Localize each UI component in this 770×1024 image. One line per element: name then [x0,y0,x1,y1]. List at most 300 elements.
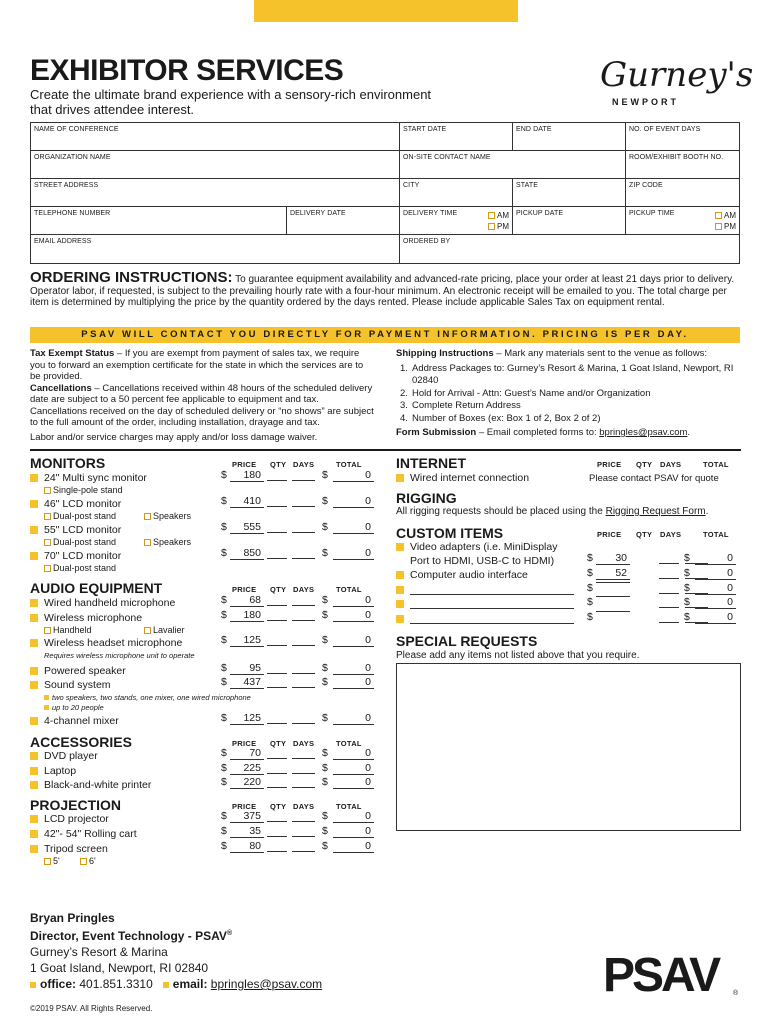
list-item: 4. Number of Boxes (ex: Box 1 of 2, Box 2 of 2) [400,412,601,424]
special-requests-box[interactable] [396,663,741,831]
item-name: Wired handheld microphone [44,597,176,609]
column-header-qty: QTY [636,530,653,539]
custom-title: CUSTOM ITEMS [396,525,504,541]
currency-sign: $ [221,676,227,688]
checkbox[interactable] [144,513,151,520]
list-item [396,472,529,484]
column-header-qty: QTY [270,585,287,594]
list-item [30,828,137,840]
qty-input[interactable] [267,758,287,759]
currency-sign: $ [684,567,690,579]
column-header-days: DAYS [660,530,682,539]
qty-input[interactable] [267,506,287,507]
bullet-icon [30,667,38,675]
list-item: 3. Complete Return Address [400,400,521,411]
currency-sign: $ [587,582,593,594]
option-checkbox-row[interactable] [44,511,116,521]
currency-sign: $ [587,552,593,564]
item-name: Wireless microphone [44,612,143,624]
section-divider [30,449,741,451]
bullet-icon [30,681,38,689]
qty-input[interactable] [267,558,287,559]
list-item [30,524,121,536]
qty-input[interactable] [659,578,679,579]
organization-name-field[interactable]: ORGANIZATION NAME [31,151,400,178]
column-header-total: TOTAL [336,739,362,748]
qty-input[interactable] [267,773,287,774]
price-value: 437 [230,676,264,689]
currency-sign: $ [221,634,227,646]
total-value: 0 [695,596,736,609]
days-input[interactable] [292,773,315,774]
list-item [30,765,76,777]
rigging-end: . [705,506,709,517]
currency-sign: $ [587,567,593,579]
total-value: 0 [333,495,374,508]
qty-input[interactable] [267,687,287,688]
bullet-icon [30,781,38,789]
currency-sign: $ [221,609,227,621]
currency-sign: $ [322,776,328,788]
price-value: 35 [230,825,264,838]
bullet-icon [396,586,404,594]
option-label: Dual-post stand [53,563,117,573]
currency-sign: $ [221,495,227,507]
contact-role: Director, Event Technology - PSAV [30,929,227,943]
option-label: Speakers [153,537,192,547]
order-form-grid [30,122,740,264]
currency-sign: $ [221,810,227,822]
checkbox[interactable] [44,513,51,520]
price-value: 555 [230,521,264,534]
checkbox[interactable] [144,539,151,546]
column-header-total: TOTAL [703,530,729,539]
currency-sign: $ [322,634,328,646]
column-header-total: TOTAL [336,802,362,811]
currency-sign: $ [322,469,328,481]
bullet-icon [44,695,49,700]
bullet-icon [44,705,49,710]
bullet-icon [30,767,38,775]
column-header-days: DAYS [293,739,315,748]
telephone-field[interactable]: TELEPHONE NUMBER [31,207,287,234]
state-field[interactable]: STATE [513,179,626,206]
days-input[interactable] [292,758,315,759]
option-checkbox-row[interactable] [144,537,191,547]
option-checkbox-row[interactable] [44,563,116,573]
currency-sign: $ [322,547,328,559]
total-value: 0 [695,582,736,595]
item-name: Tripod screen [44,843,108,855]
price-value: 180 [230,609,264,622]
days-input[interactable] [292,723,315,724]
currency-sign: $ [221,840,227,852]
bullet-icon [30,815,38,823]
total-value: 0 [695,552,736,565]
list-item [30,843,108,855]
checkbox[interactable] [44,565,51,572]
checkbox[interactable] [80,858,87,865]
internet-title: INTERNET [396,455,466,471]
option-checkbox-row[interactable] [80,856,96,866]
list-item: 1. Address Packages to: Gurney’s Resort & Marina, 1 Goat Island, Newport, RI 02840 [400,362,734,386]
bullet-icon [396,571,404,579]
total-value: 0 [333,712,374,725]
list-item: 2. Hold for Arrival - Attn: Guest’s Name and/or Organization [400,387,651,399]
shipping-instructions: Shipping Instructions – Mark any materials sent to the venue as follows: 1. Address Packages to: Gurney’s Resort & Marina, 1 Goat Island, Newport, RI 02840 2. Hold for Arrival - Attn: Guest’s Name and/or Organization 3. Complete Return Address 4. Number of Boxes (ex: Box 1 of 2, Box 2 of 2) Form Submission – Email completed forms to: bpringles@psav.com. [396,348,741,440]
currency-sign: $ [322,747,328,759]
list-item [30,498,121,510]
currency-sign: $ [322,676,328,688]
currency-sign: $ [221,521,227,533]
column-header-price: PRICE [232,802,257,811]
note-text: up to 20 people [52,703,104,712]
total-value: 0 [333,810,374,823]
bullet-icon [30,599,38,607]
contact-email-link[interactable]: bpringles@psav.com [210,977,323,991]
total-value: 0 [333,762,374,775]
total-value: 0 [333,662,374,675]
price-value: 125 [230,634,264,647]
item-name: 24" Multi sync monitor [44,472,147,484]
page-subtitle: Create the ultimate brand experience with a sensory-rich environment that drives attendee interest. [30,87,432,117]
option-label: Speakers [153,511,192,521]
rigging-form-link[interactable]: Rigging Request Form [605,506,706,517]
checkbox[interactable] [44,858,51,865]
ordering-heading: ORDERING INSTRUCTIONS: [30,269,233,286]
qty-input[interactable] [659,622,679,623]
column-header-qty: QTY [636,460,653,469]
list-item [30,550,121,562]
currency-sign: $ [322,662,328,674]
price-value: 30 [596,552,630,565]
item-name: LCD projector [44,813,109,825]
bullet-icon [30,752,38,760]
item-name: Powered speaker [44,665,126,677]
currency-sign: $ [221,662,227,674]
column-header-price: PRICE [232,585,257,594]
option-label: Dual-post stand [53,511,117,521]
bullet-icon [30,717,38,725]
option-checkbox-row[interactable] [44,485,123,495]
currency-sign: $ [684,582,690,594]
conference-name-field[interactable]: NAME OF CONFERENCE [31,123,400,150]
column-header-price: PRICE [232,460,257,469]
item-name: 42"- 54" Rolling cart [44,828,137,840]
bullet-icon [396,474,404,482]
projection-title: PROJECTION [30,797,122,813]
shipping-list [400,363,741,426]
column-header-qty: QTY [270,739,287,748]
price-value: 80 [230,840,264,853]
psav-logo-text: PSAV [603,951,719,997]
qty-input[interactable] [267,723,287,724]
qty-input[interactable] [267,532,287,533]
option-checkbox-row[interactable] [144,625,185,635]
bullet-icon [30,526,38,534]
item-name: 55" LCD monitor [44,524,122,536]
currency-sign: $ [684,596,690,608]
custom-item-input[interactable] [410,584,574,595]
days-input[interactable] [292,480,315,481]
list-item [30,813,109,825]
days-input[interactable] [292,673,315,674]
bullet-icon [30,982,36,988]
item-name: Laptop [44,765,77,777]
submission-email-link[interactable]: bpringles@psav.com [599,427,688,438]
ordering-text: To guarantee equipment availability and advanced-rate pricing, place your order at least 21 days prior to delivery. Operator labor, if requested, is subject to the prevailing hourly rate with a four-hour minimum. An electronic receipt will be emailed to you. The total charge per item is determined by multiplying the price by the quantity ordered by the days rented. Please include applicable Sales Tax on equipment rental. [30,274,735,308]
page-title: EXHIBITOR SERVICES [30,54,344,87]
list-item [396,569,528,581]
column-header-days: DAYS [293,460,315,469]
psav-logo-graphic [603,951,743,997]
price-value: 70 [230,747,264,760]
column-header-price: PRICE [232,739,257,748]
list-item [30,715,119,727]
pickup-date-field[interactable]: PICKUP DATE [513,207,626,234]
qty-input[interactable] [267,821,287,822]
item-note [44,693,251,702]
days-input[interactable] [292,558,315,559]
item-note [44,703,104,712]
currency-sign: $ [221,825,227,837]
price-value: 850 [230,547,264,560]
total-value: 0 [333,547,374,560]
checkbox[interactable] [44,539,51,546]
column-header-qty: QTY [270,460,287,469]
column-header-days: DAYS [293,585,315,594]
option-label: 5' [53,856,60,866]
end-date-field[interactable]: END DATE [513,123,626,150]
note-text: two speakers, two stands, one mixer, one wired microphone [52,693,251,702]
currency-sign: $ [322,594,328,606]
rigging-title: RIGGING [396,490,457,506]
currency-sign: $ [322,521,328,533]
list-item [30,472,147,484]
currency-sign: $ [221,469,227,481]
list-item [396,613,574,624]
total-value: 0 [333,594,374,607]
list-item [396,584,574,595]
bullet-icon [396,600,404,608]
bullet-icon [163,982,169,988]
total-value: 0 [333,825,374,838]
item-name: Sound system [44,679,111,691]
total-value: 0 [333,747,374,760]
column-header-total: TOTAL [703,460,729,469]
option-label: Handheld [53,625,92,635]
price-value: 225 [230,762,264,775]
contact-office: 401.851.3310 [79,977,153,991]
currency-sign: $ [221,712,227,724]
price-value [596,582,630,583]
special-requests-text: Please add any items not listed above that you require. [396,650,640,661]
qty-input[interactable] [267,787,287,788]
item-name: Wired internet connection [410,472,530,484]
start-date-field[interactable]: START DATE [400,123,513,150]
price-value: 95 [230,662,264,675]
qty-input[interactable] [267,605,287,606]
qty-input[interactable] [267,851,287,852]
bullet-icon [30,830,38,838]
days-input[interactable] [292,687,315,688]
audio-title: AUDIO EQUIPMENT [30,580,163,596]
delivery-ampm: AM PM [488,210,509,232]
checkbox[interactable] [44,487,51,494]
option-checkbox-row[interactable] [44,537,116,547]
psav-logo [603,951,743,997]
price-value: 375 [230,810,264,823]
pickup-ampm: AM PM [715,210,736,232]
checkbox[interactable] [44,627,51,634]
currency-sign: $ [684,611,690,623]
tax-cancellation-info: Tax Exempt Status – If you are exempt from payment of sales tax, we require you to forward an exemption certificate for the state in which the services are to be provided. Cancellations – Cancellations received within 48 hours of the scheduled delivery date are subject to a 50 percent fee applicable to equipment and tax. Cancellations received on the day of scheduled delivery or “no shows” are subject to the full amount of the order, including installation, drayage and tax. Labor and/or service charges may apply and/or loss damage waiver. [30,348,374,443]
rigging-intro: All rigging requests should be placed using the [396,506,606,517]
contact-venue: Gurney’s Resort & Marina [30,945,168,959]
days-input[interactable] [292,821,315,822]
column-header-total: TOTAL [336,460,362,469]
bullet-icon [30,845,38,853]
payment-banner: PSAV WILL CONTACT YOU DIRECTLY FOR PAYMENT INFORMATION. PRICING IS PER DAY. [30,327,740,343]
psav-logo-reg: ® [733,990,739,997]
bullet-icon [30,614,38,622]
email-field[interactable]: EMAIL ADDRESS [31,235,400,263]
qty-input[interactable] [267,673,287,674]
currency-sign: $ [587,596,593,608]
days-input[interactable] [292,532,315,533]
total-value: 0 [333,776,374,789]
currency-sign: $ [221,747,227,759]
column-header-qty: QTY [270,802,287,811]
option-checkbox-row[interactable] [144,511,191,521]
price-value: 410 [230,495,264,508]
days-input[interactable] [292,506,315,507]
delivery-am-checkbox[interactable] [488,212,495,219]
option-checkbox-row[interactable] [44,625,92,635]
delivery-date-field[interactable]: DELIVERY DATE [287,207,400,234]
gurneys-logo-sub: NEWPORT [612,97,679,107]
ordering-instructions [30,269,742,309]
total-value: 0 [333,521,374,534]
option-label: Lavalier [153,625,185,635]
event-days-field[interactable]: NO. OF EVENT DAYS [629,126,701,133]
total-value: 0 [695,567,736,580]
pickup-pm-checkbox[interactable] [715,223,722,230]
pickup-am-checkbox[interactable] [715,212,722,219]
checkbox[interactable] [144,627,151,634]
currency-sign: $ [322,825,328,837]
days-input[interactable] [292,836,315,837]
bullet-icon [396,543,404,551]
days-input[interactable] [292,851,315,852]
currency-sign: $ [322,495,328,507]
qty-input[interactable] [267,836,287,837]
currency-sign: $ [322,712,328,724]
option-checkbox-row[interactable] [44,856,60,866]
price-value: 52 [596,567,630,580]
zip-field[interactable]: ZIP CODE [629,182,663,189]
qty-input[interactable] [659,607,679,608]
item-name: Video adapters (i.e. MiniDisplay [410,541,558,553]
item-name: DVD player [44,750,98,762]
bullet-icon [396,615,404,623]
currency-sign: $ [684,552,690,564]
price-value: 68 [230,594,264,607]
days-input[interactable] [292,787,315,788]
currency-sign: $ [322,609,328,621]
bullet-icon [30,552,38,560]
price-value: 180 [230,469,264,482]
onsite-contact-field[interactable]: ON-SITE CONTACT NAME [400,151,626,178]
delivery-pm-checkbox[interactable] [488,223,495,230]
currency-sign: $ [322,762,328,774]
gurneys-logo-script: Gurney's [600,55,754,95]
street-address-field[interactable]: STREET ADDRESS [31,179,400,206]
days-input[interactable] [292,645,315,646]
list-item [30,612,142,624]
qty-input[interactable] [659,563,679,564]
bullet-icon [30,474,38,482]
qty-input[interactable] [267,645,287,646]
list-item [30,750,98,762]
qty-input[interactable] [659,593,679,594]
city-field[interactable]: CITY [400,179,513,206]
item-name: Computer audio interface [410,569,528,581]
column-header-price: PRICE [597,530,622,539]
days-input[interactable] [292,605,315,606]
total-value: 0 [333,634,374,647]
bullet-icon [30,639,38,647]
currency-sign: $ [221,594,227,606]
pickup-time-field[interactable]: PICKUP TIME AM PM [629,210,736,231]
ordered-by-field[interactable]: ORDERED BY [403,238,451,245]
custom-item-input[interactable] [410,613,574,624]
total-value: 0 [333,840,374,853]
list-item [30,779,151,791]
price-value: 220 [230,776,264,789]
custom-item-input[interactable] [410,598,574,609]
qty-input[interactable] [267,620,287,621]
item-name: 70" LCD monitor [44,550,122,562]
item-name-line2: Port to HDMI, USB-C to HDMI) [410,555,555,567]
total-value: 0 [695,611,736,624]
contact-address: 1 Goat Island, Newport, RI 02840 [30,961,209,975]
rigging-text [396,506,708,517]
delivery-time-field[interactable]: DELIVERY TIME AM PM [400,207,513,234]
accessories-title: ACCESSORIES [30,734,132,750]
currency-sign: $ [221,776,227,788]
item-name: Black-and-white printer [44,779,152,791]
option-label: Single-pole stand [53,485,123,495]
contact-block: Bryan Pringles Director, Event Technology - PSAV® Gurney’s Resort & Marina 1 Goat Island, Newport, RI 02840 office: 401.851.3310 email: bpringles@psav.com [30,911,323,991]
currency-sign: $ [221,547,227,559]
currency-sign: $ [322,810,328,822]
days-input[interactable] [292,620,315,621]
list-item [396,541,557,553]
qty-input[interactable] [267,480,287,481]
price-value: 125 [230,712,264,725]
bullet-icon [30,500,38,508]
currency-sign: $ [587,611,593,623]
monitors-title: MONITORS [30,455,106,471]
list-item [396,598,574,609]
currency-sign: $ [322,840,328,852]
room-booth-field[interactable]: ROOM/EXHIBIT BOOTH NO. [629,154,724,161]
list-item [30,597,175,609]
special-requests-title: SPECIAL REQUESTS [396,633,538,649]
item-note: Requires wireless microphone unit to operate [44,651,195,660]
column-header-days: DAYS [660,460,682,469]
